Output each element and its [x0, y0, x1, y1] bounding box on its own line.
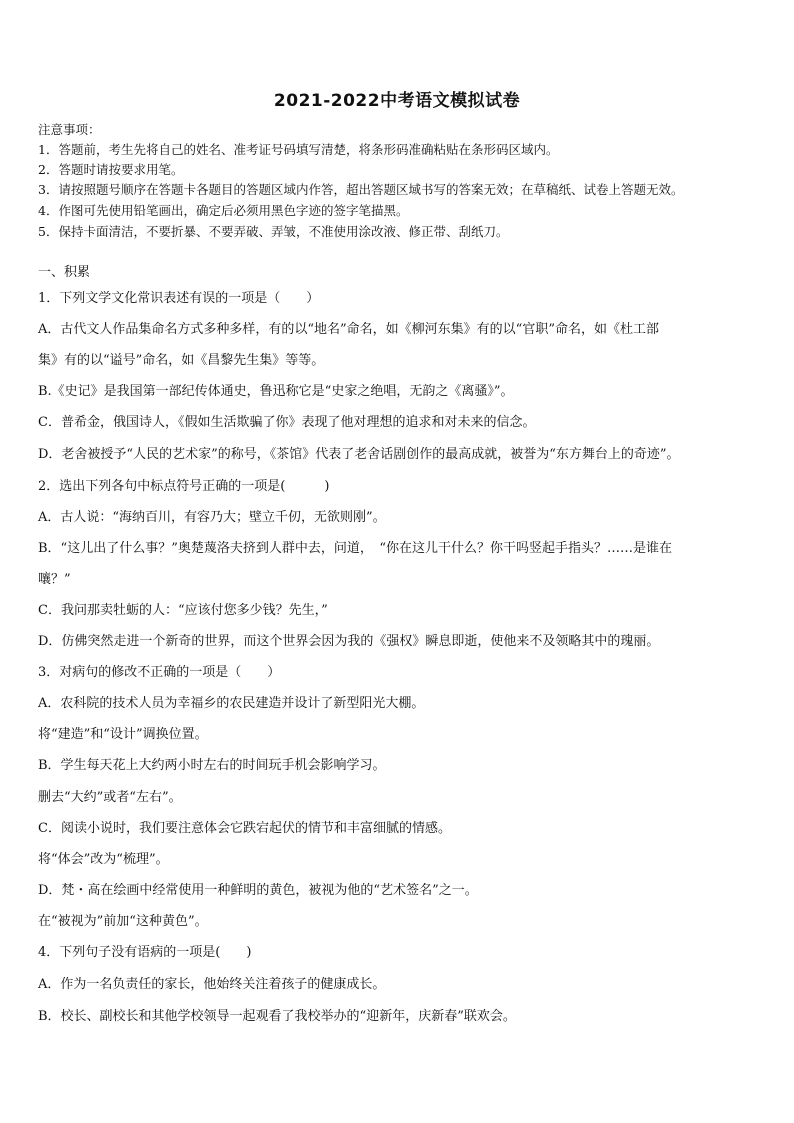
question-line: B.《史记》是我国第一部纪传体通史，鲁迅称它是“史家之绝唱，无韵之《离骚》”。	[38, 384, 514, 399]
section-heading: 一、积累	[38, 265, 91, 280]
notice-item: 5．保持卡面清洁，不要折暴、不要弄破、弄皱，不准使用涂改液、修正带、刮纸刀。	[38, 224, 509, 239]
question-line: C．我问那卖牡蛎的人：“应该付您多少钱？先生，”	[38, 603, 328, 618]
question-line: A．作为一名负责任的家长，他始终关注着孩子的健康成长。	[38, 977, 386, 992]
question-line: B．校长、副校长和其他学校领导一起观看了我校举办的“迎新年，庆新春”联欢会。	[38, 1009, 516, 1024]
question-line: 嚷？”	[38, 572, 71, 587]
question-line: D．老舍被授予“人民的艺术家”的称号，《茶馆》代表了老舍话剧创作的最高成就，被誉为“东方舞台上的奇迹”。	[38, 447, 680, 462]
question-line: 4．下列句子没有语病的一项是( )	[38, 945, 252, 960]
question-line: 将“建造”和“设计”调换位置。	[38, 727, 208, 742]
question-line: B．学生每天花上大约两小时左右的时间玩手机会影响学习。	[38, 758, 386, 773]
question-line: 在“被视为”前加“这种黄色”。	[38, 914, 208, 929]
question-line: D．仿佛突然走进一个新奇的世界，而这个世界会因为我的《强权》瞬息即逝，使他来不及领略其中的瑰丽。	[38, 634, 660, 649]
exam-title: 2021-2022中考语文模拟试卷	[273, 91, 521, 111]
question-line: 集》有的以“谥号”命名，如《昌黎先生集》等等。	[38, 353, 325, 368]
question-line: 将“体会”改为“梳理”。	[38, 852, 169, 867]
notice-item: 3．请按照题号顺序在答题卡各题目的答题区域内作答，超出答题区域书写的答案无效；在草稿纸、试卷上答题无效。	[38, 182, 684, 197]
question-line: D．梵・高在绘画中经常使用一种鲜明的黄色，被视为他的“艺术签名”之一。	[38, 883, 478, 898]
question-line: 2．选出下列各句中标点符号正确的一项是( )	[38, 479, 330, 494]
question-line: C．普希金，俄国诗人，《假如生活欺骗了你》表现了他对理想的追求和对未来的信念。	[38, 415, 536, 430]
notice-heading: 注意事项：	[38, 122, 101, 137]
question-line: B．“这儿出了什么事？”奥楚蔑洛夫挤到人群中去，问道， “你在这儿干什么？你干吗竖起手指头？……是谁在	[38, 541, 672, 556]
question-line: 3．对病句的修改不正确的一项是（ ）	[38, 665, 281, 680]
question-line: C．阅读小说时，我们要注意体会它跌宕起伏的情节和丰富细腻的情感。	[38, 821, 451, 836]
notice-item: 2．答题时请按要求用笔。	[38, 162, 184, 177]
notice-item: 1．答题前，考生先将自己的姓名、准考证号码填写清楚，将条形码准确粘贴在条形码区域内。	[38, 142, 559, 157]
notice-item: 4．作图可先使用铅笔画出，确定后必须用黑色字迹的签字笔描黑。	[38, 203, 409, 218]
question-line: 删去“大约”或者“左右”。	[38, 790, 182, 805]
question-line: A．古代文人作品集命名方式多种多样，有的以“地名”命名，如《柳河东集》有的以“官职”命名，如《杜工部	[38, 322, 659, 337]
question-line: A．农科院的技术人员为幸福乡的农民建造并设计了新型阳光大棚。	[38, 696, 425, 711]
question-line: 1．下列文学文化常识表述有误的一项是（ ）	[38, 291, 320, 306]
question-line: A．古人说：“海纳百川，有容乃大；壁立千仞，无欲则刚”。	[38, 510, 386, 525]
